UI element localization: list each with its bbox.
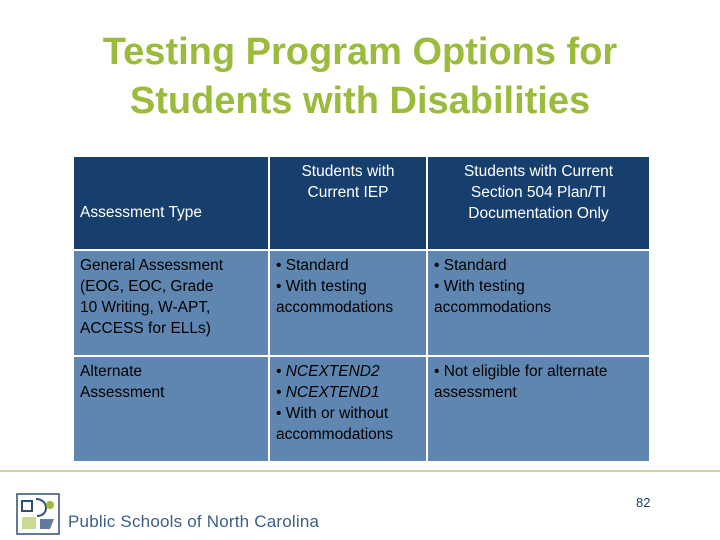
cell-alternate-assessment-504: • Not eligible for alternate assessment [427, 356, 650, 462]
table-row-alternate-assessment [73, 356, 650, 462]
slide-title [0, 28, 720, 126]
testing-options-table [72, 155, 651, 463]
header-assessment-type: Assessment Type [73, 156, 269, 250]
table-header-row [73, 156, 650, 250]
cell-general-assessment-type: General Assessment (EOG, EOC, Grade 10 Writing, W-APT, ACCESS for ELLs) [73, 250, 269, 356]
cell-alternate-assessment-iep: • NCEXTEND2 • NCEXTEND1 • With or without accommodations [269, 356, 427, 462]
table-row-general-assessment [73, 250, 650, 356]
header-504-plan: Students with Current Section 504 Plan/TI Documentation Only [427, 156, 650, 250]
footer-divider [0, 470, 720, 472]
slide-title-line-2: Students with Disabilities [129, 80, 591, 122]
cell-alternate-assessment-type: Alternate Assessment [73, 356, 269, 462]
organization-name: Public Schools of North Carolina [68, 512, 320, 531]
cell-general-assessment-504: • Standard • With testing accommodations [427, 250, 650, 356]
slide-title-line-1: Testing Program Options for [102, 31, 618, 73]
cell-general-assessment-iep: • Standard • With testing accommodations [269, 250, 427, 356]
header-current-iep: Students with Current IEP [269, 156, 427, 250]
page-number: 82 [636, 495, 651, 510]
nc-state-seal-logo-icon [16, 493, 60, 535]
